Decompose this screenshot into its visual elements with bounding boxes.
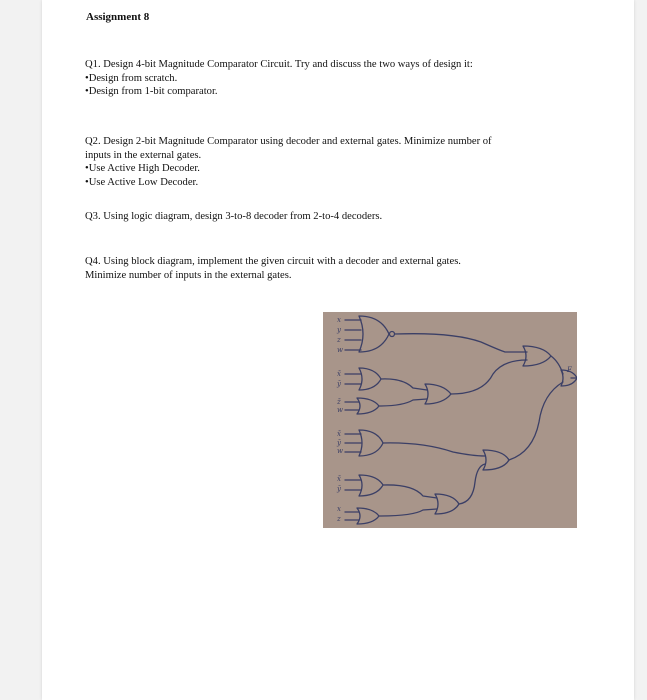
q2-bullet-2: •Use Active Low Decoder.: [85, 176, 199, 188]
input-label: w: [337, 447, 343, 455]
logic-gate: [345, 398, 379, 414]
logic-gate: [345, 508, 379, 524]
logic-gate: [345, 430, 383, 456]
circuit-diagram: [323, 312, 577, 528]
input-label: ȳ: [337, 439, 341, 447]
circuit-diagram-photo: [323, 312, 577, 528]
input-label: y: [337, 326, 341, 334]
input-label: x: [337, 505, 341, 513]
input-label: ȳ: [337, 485, 341, 493]
input-label: x̄: [337, 475, 341, 483]
input-label: ȳ: [337, 380, 341, 388]
logic-gate: [435, 494, 459, 514]
assignment-title: Assignment 8: [86, 11, 150, 23]
question-3: [85, 210, 585, 224]
input-label: w: [337, 346, 343, 354]
q2-bullet-1: •Use Active High Decoder.: [85, 163, 200, 174]
q3-text: Q3. Using logic diagram, design 3-to-8 decoder from 2-to-4 decoders.: [85, 211, 383, 222]
input-label: z: [337, 336, 341, 344]
q2-text-line-2: inputs in the external gates.: [85, 149, 202, 161]
logic-gate: [345, 368, 381, 390]
logic-gate: [425, 384, 451, 404]
document-page: [42, 0, 634, 700]
question-4: [85, 255, 585, 282]
input-label: z: [337, 515, 341, 523]
input-label: z̄: [337, 398, 341, 406]
q1-bullet-2: •Design from 1-bit comparator.: [85, 86, 218, 97]
logic-gate: [523, 346, 551, 366]
input-label: x: [337, 316, 341, 324]
input-label: x̄: [337, 370, 341, 378]
q1-text: Q1. Design 4-bit Magnitude Comparator Circuit. Try and discuss the two ways of design it:: [85, 59, 473, 70]
q2-text-line-1: Q2. Design 2-bit Magnitude Comparator using decoder and external gates. Minimize number of: [85, 136, 492, 147]
output-label-f: F: [567, 366, 572, 374]
input-label: w: [337, 406, 343, 414]
q1-bullet-1: •Design from scratch.: [85, 72, 178, 84]
logic-gate: [483, 450, 509, 470]
question-1: [85, 58, 585, 99]
logic-gate: [345, 316, 395, 352]
q4-text-line-1: Q4. Using block diagram, implement the given circuit with a decoder and external gates.: [85, 256, 461, 267]
question-2: [85, 135, 585, 189]
input-label: x̄: [337, 430, 341, 438]
q4-text-line-2: Minimize number of inputs in the external gates.: [85, 269, 292, 281]
logic-gate: [345, 475, 383, 496]
